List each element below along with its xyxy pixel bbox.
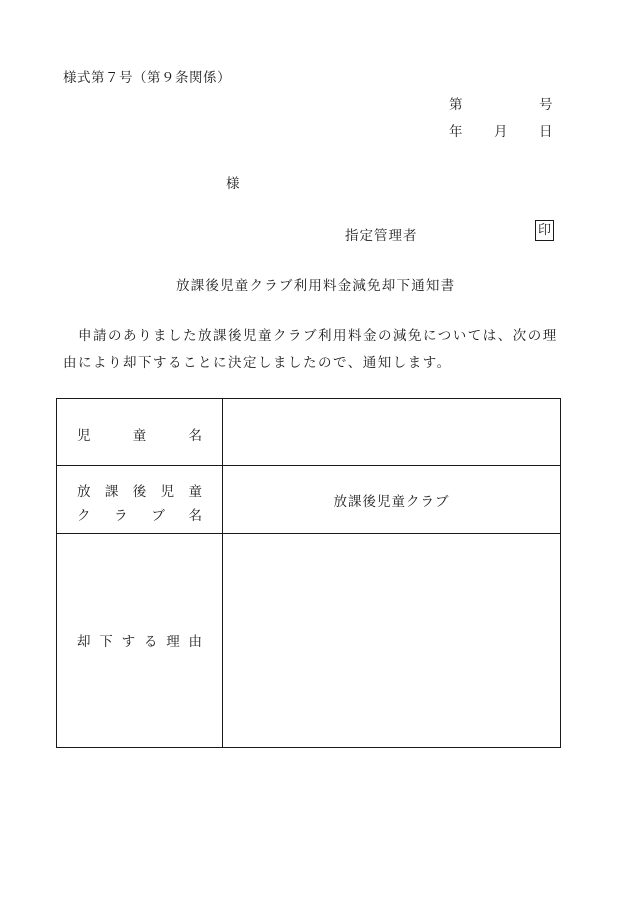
club-name-label-line2: [77, 504, 202, 524]
label-char: 却: [77, 634, 91, 650]
table-row-rejection-reason: [57, 534, 560, 748]
table-row-child-name: [57, 399, 560, 466]
label-char: 童: [188, 484, 202, 500]
child-name-value-cell[interactable]: [223, 399, 560, 465]
rejection-reason-label: [77, 630, 202, 650]
child-name-label: [77, 424, 202, 444]
label-char: 由: [188, 634, 202, 650]
date-day-label: 日: [539, 124, 553, 140]
child-name-label-cell: [57, 399, 222, 465]
label-char: ク: [77, 508, 91, 524]
seal-mark: 印: [535, 220, 554, 241]
form-number: 様式第７号（第９条関係）: [63, 70, 231, 86]
rejection-reason-label-cell: [57, 534, 222, 748]
document-number-prefix: 第: [449, 97, 463, 113]
club-name-label-line1: [77, 480, 202, 500]
label-char: 名: [188, 428, 202, 444]
label-char: ラ: [114, 508, 128, 524]
label-char: 理: [166, 634, 180, 650]
details-table: [56, 398, 561, 748]
label-char: 後: [132, 484, 147, 500]
label-char: 児: [160, 484, 175, 500]
label-char: 童: [132, 428, 147, 444]
date-month-label: 月: [494, 124, 508, 140]
document-number-suffix: 号: [539, 97, 553, 113]
label-char: 児: [77, 428, 91, 444]
club-name-value: 放課後児童クラブ: [333, 494, 450, 510]
recipient-honorific: 様: [226, 176, 240, 192]
club-name-value-cell[interactable]: [223, 466, 560, 533]
notice-body-text: 申請のありました放課後児童クラブ利用料金の減免については、次の理由により却下することに決定しましたので、通知します。: [63, 328, 558, 371]
label-char: 放: [77, 484, 91, 500]
document-title: 放課後児童クラブ利用料金減免却下通知書: [176, 278, 456, 294]
label-char: す: [121, 634, 136, 650]
label-char: 名: [188, 508, 202, 524]
date-year-label: 年: [449, 124, 463, 140]
club-name-label-cell: [57, 466, 222, 533]
table-row-club-name: [57, 466, 560, 534]
label-char: 課: [104, 484, 119, 500]
label-char: 下: [99, 634, 113, 650]
issuer-label: 指定管理者: [345, 228, 418, 244]
rejection-reason-value-cell[interactable]: [223, 534, 560, 748]
label-char: ブ: [151, 508, 165, 524]
label-char: る: [143, 634, 158, 650]
